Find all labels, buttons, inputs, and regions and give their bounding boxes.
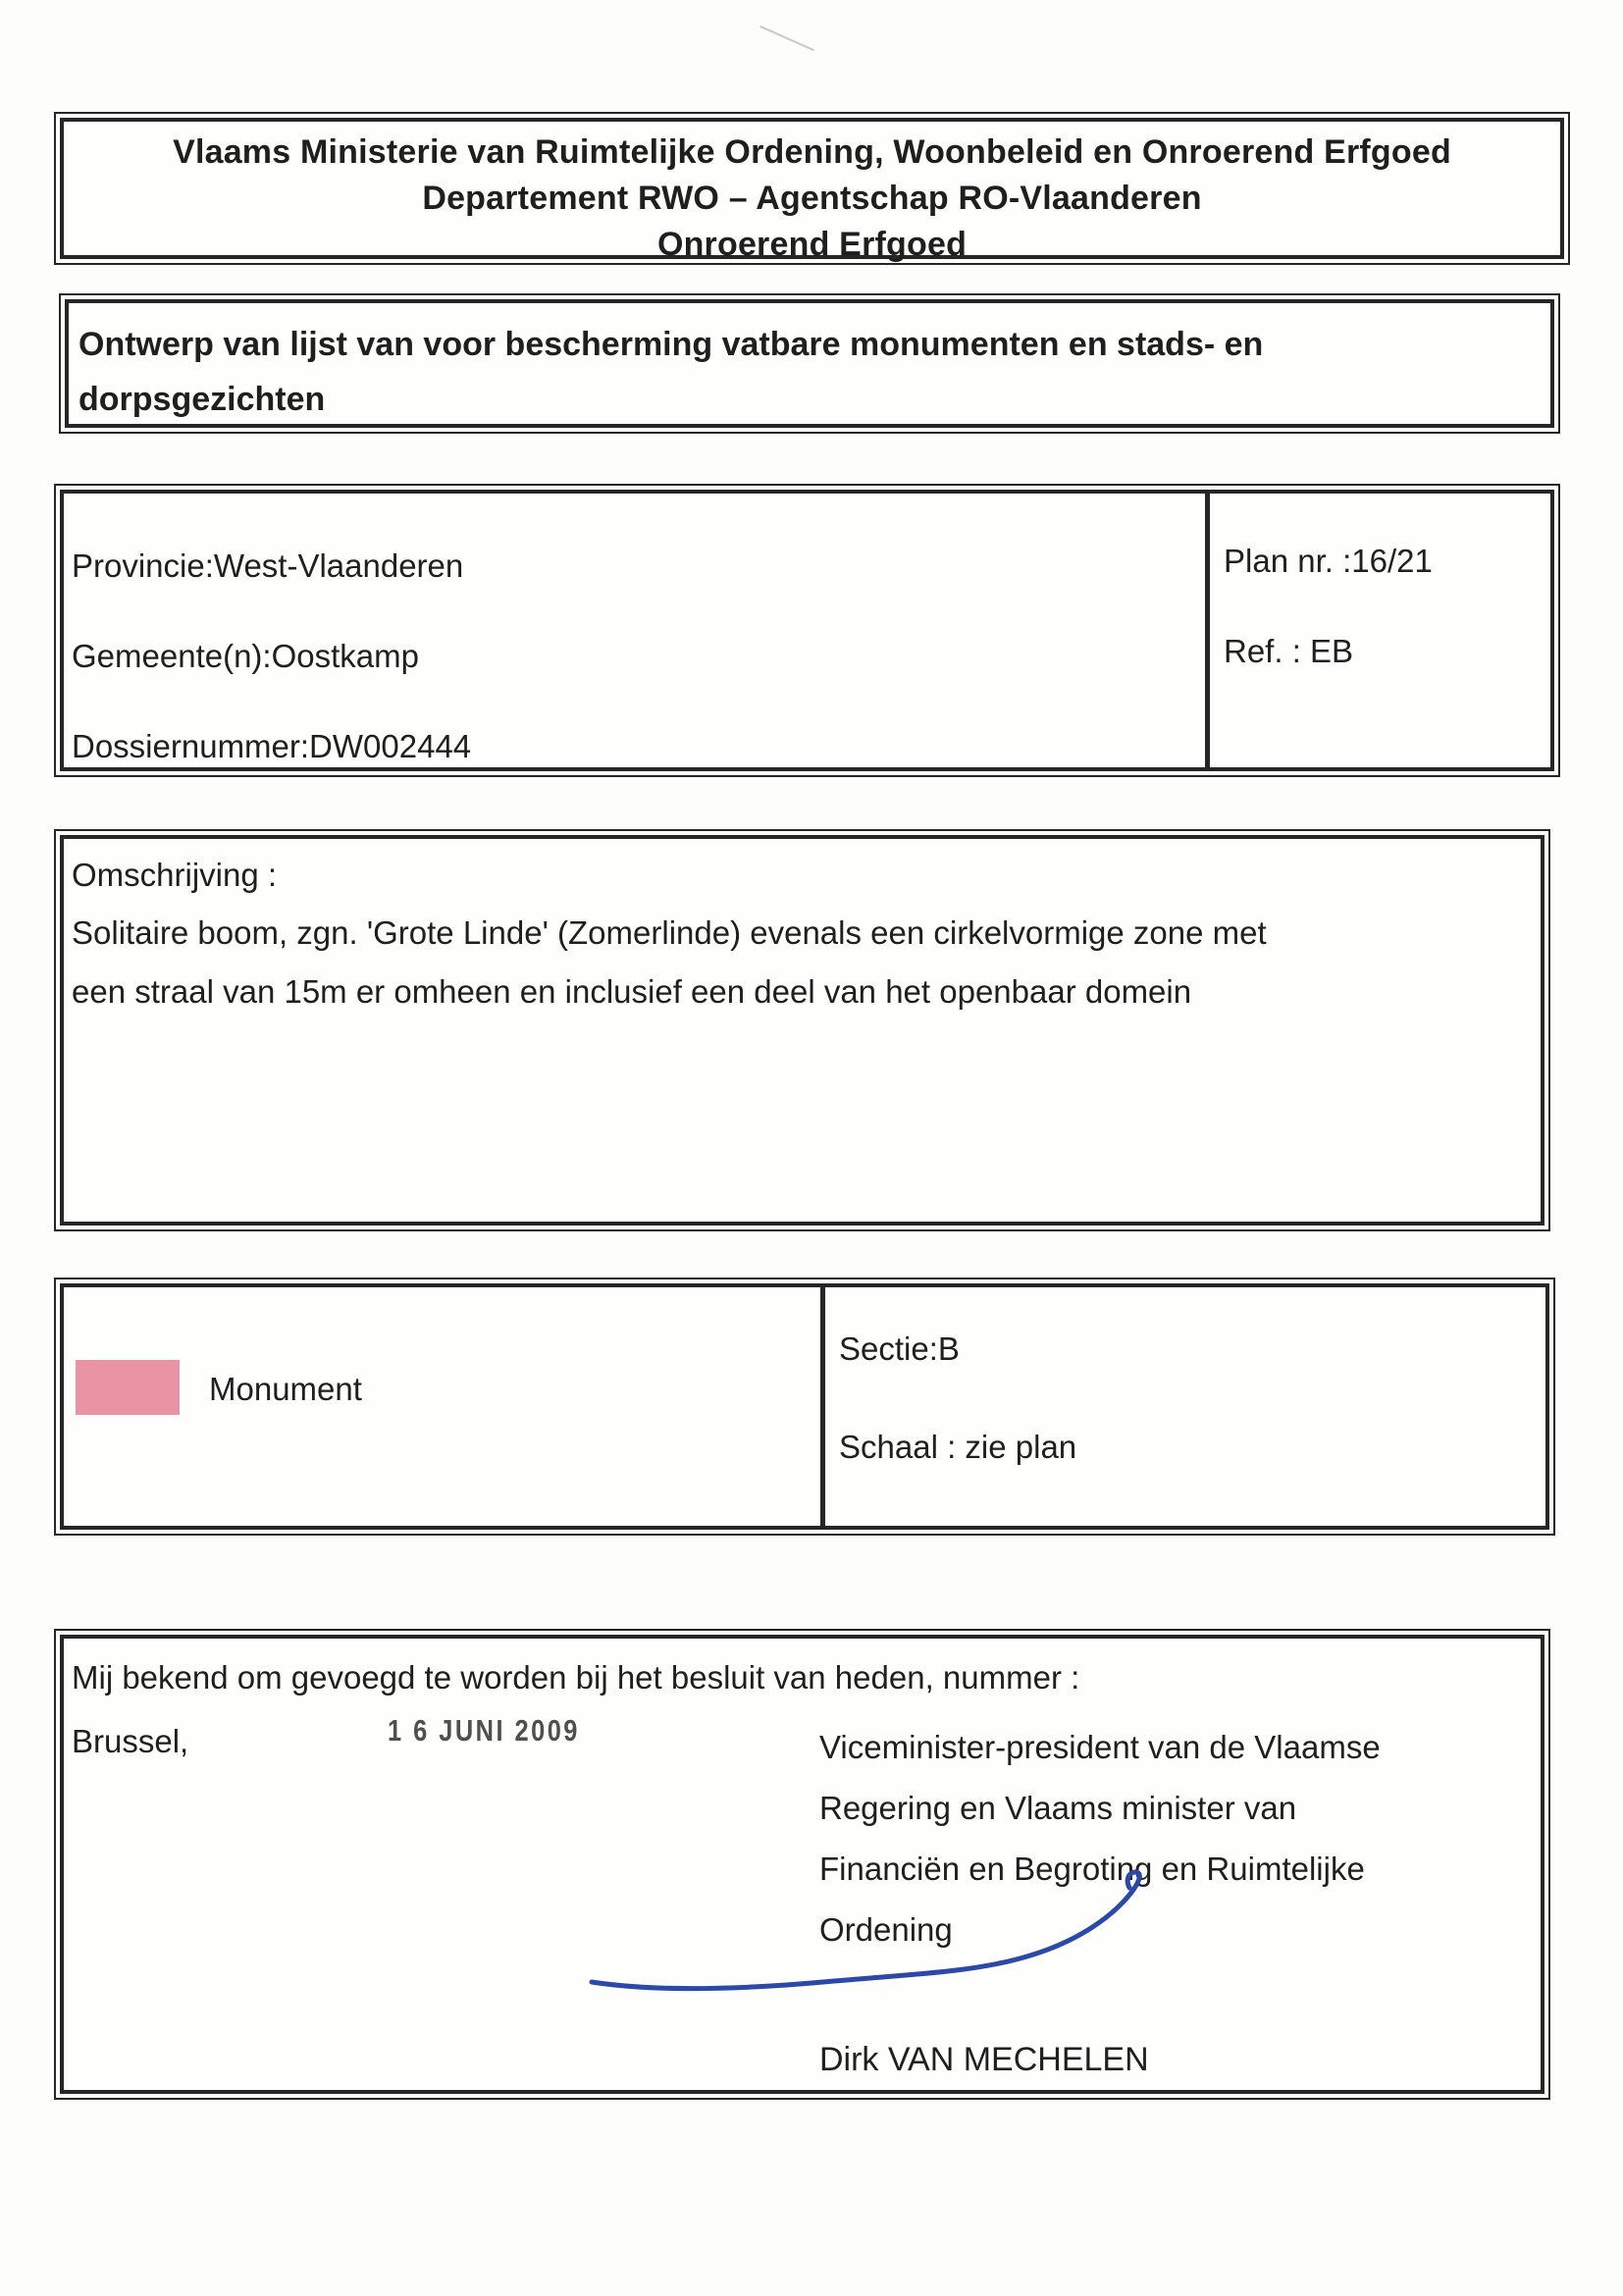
scan-artifact xyxy=(759,26,814,51)
ref-field: Ref. : EB xyxy=(1224,633,1354,669)
signature-box-inner xyxy=(60,1635,1544,2094)
omschrijving-text-line: een straal van 15m er omheen en inclusief een deel van het openbaar domein xyxy=(72,973,1192,1010)
header-box-inner xyxy=(60,118,1564,263)
header-line-agency: Onroerend Erfgoed xyxy=(656,226,968,263)
sectie-field: Sectie:B xyxy=(839,1331,960,1367)
header-box xyxy=(54,112,1570,265)
signatory-name: Dirk VAN MECHELEN xyxy=(819,2041,1149,2078)
omschrijving-box-inner xyxy=(60,835,1544,1226)
plan-nr-field: Plan nr. :16/21 xyxy=(1224,543,1433,579)
info-box-inner xyxy=(60,490,1554,771)
signature-stroke xyxy=(592,1872,1139,1989)
minister-title-line: Regering en Vlaams minister van xyxy=(819,1790,1297,1826)
gemeente-field: Gemeente(n):Oostkamp xyxy=(72,638,419,674)
monument-swatch xyxy=(76,1360,180,1415)
schaal-field: Schaal : zie plan xyxy=(839,1429,1077,1465)
header-line-ministry: Vlaams Ministerie van Ruimtelijke Ordening, Woonbeleid en Onroerend Erfgoed xyxy=(173,133,1451,171)
header-line-department: Departement RWO – Agentschap RO-Vlaanderen xyxy=(422,180,1202,217)
legend-box-inner xyxy=(60,1283,1549,1530)
minister-title-line: Viceminister-president van de Vlaamse xyxy=(819,1729,1381,1765)
omschrijving-box xyxy=(54,829,1550,1231)
document-title-line: Ontwerp van lijst van voor bescherming vatbare monumenten en stads- en xyxy=(79,326,1264,363)
info-box-divider xyxy=(1205,494,1210,767)
provincie-field: Provincie:West-Vlaanderen xyxy=(72,548,464,584)
city-label: Brussel, xyxy=(72,1723,189,1759)
besluit-intro: Mij bekend om gevoegd te worden bij het besluit van heden, nummer : xyxy=(72,1659,1080,1696)
minister-title-line: Financiën en Begroting en Ruimtelijke xyxy=(819,1851,1365,1887)
info-box xyxy=(54,484,1560,777)
date-stamp: 1 6 JUNI 2009 xyxy=(388,1713,580,1748)
legend-box xyxy=(54,1278,1555,1536)
signature xyxy=(574,1862,1202,2009)
dossiernummer-field: Dossiernummer:DW002444 xyxy=(72,728,472,764)
monument-label: Monument xyxy=(209,1371,362,1407)
omschrijving-text-line: Solitaire boom, zgn. 'Grote Linde' (Zomerlinde) evenals een cirkelvormige zone met xyxy=(72,914,1267,951)
omschrijving-label: Omschrijving : xyxy=(72,857,278,893)
legend-box-divider xyxy=(820,1287,825,1526)
title-box xyxy=(59,293,1560,434)
document-title-line: dorpsgezichten xyxy=(79,381,326,418)
signature-box xyxy=(54,1629,1550,2100)
minister-title-line: Ordening xyxy=(819,1911,953,1948)
title-box-inner xyxy=(65,299,1554,428)
